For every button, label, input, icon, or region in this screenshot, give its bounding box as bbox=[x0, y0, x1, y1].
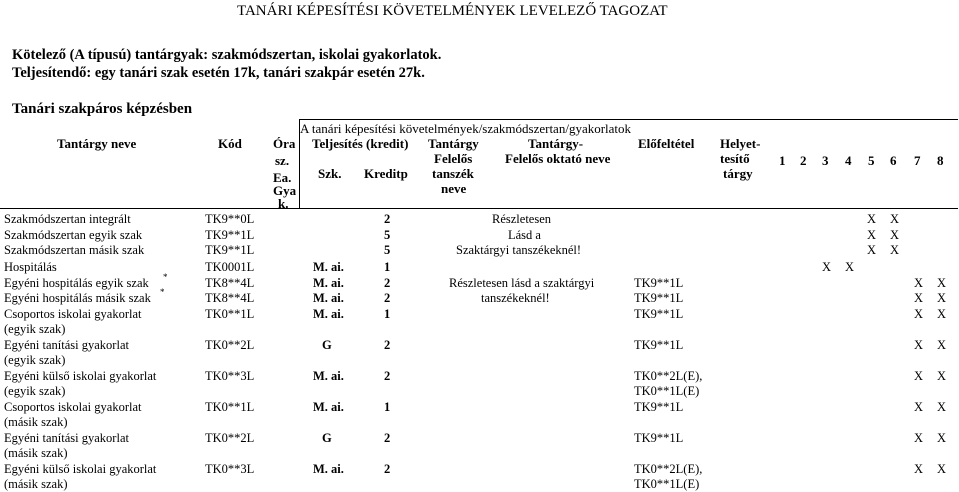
intro-line-1: Kötelező (A típusú) tantárgyak: szakmódszertan, iskolai gyakorlatok. bbox=[12, 47, 442, 63]
semester-mark: X bbox=[937, 400, 947, 414]
col-header-hours-1: Óra bbox=[273, 136, 296, 151]
header-top-rule bbox=[299, 119, 958, 120]
row-teacher-note: Szaktárgyi tanszékeknél! bbox=[456, 243, 582, 257]
semester-header-3: 3 bbox=[822, 153, 829, 168]
row-credit: 2 bbox=[384, 276, 391, 290]
row-szk: M. ai. bbox=[313, 276, 344, 290]
row-name: (másik szak) bbox=[4, 446, 68, 460]
col-header-subst-1: Helyet- bbox=[720, 136, 761, 151]
row-name: Egyéni hospitálás egyik szak bbox=[4, 276, 149, 290]
col-header-hours-2: sz. bbox=[275, 153, 290, 168]
semester-mark: X bbox=[914, 462, 924, 476]
row-credit: 2 bbox=[384, 291, 391, 305]
row-name: Egyéni hospitálás másik szak bbox=[4, 291, 151, 305]
row-name: (másik szak) bbox=[4, 477, 68, 491]
footnote-star: * bbox=[160, 287, 165, 297]
col-header-hours-3: Ea. bbox=[273, 170, 292, 185]
row-prereq: TK9**1L bbox=[634, 400, 684, 414]
col-header-hours-4: Gya bbox=[273, 183, 297, 198]
semester-mark: X bbox=[914, 307, 924, 321]
row-credit: 2 bbox=[384, 462, 391, 476]
semester-mark: X bbox=[890, 228, 900, 242]
row-code: TK0**1L bbox=[205, 307, 255, 321]
row-code: TK9**0L bbox=[205, 212, 255, 226]
row-prereq: TK0**1L(E) bbox=[634, 477, 700, 491]
col-header-name: Tantárgy neve bbox=[57, 136, 137, 151]
col-header-teacher-2: Felelős oktató neve bbox=[505, 151, 611, 166]
semester-mark: X bbox=[867, 243, 877, 257]
row-szk: G bbox=[322, 431, 332, 445]
semester-mark: X bbox=[937, 291, 947, 305]
row-name: Csoportos iskolai gyakorlat bbox=[4, 307, 142, 321]
row-prereq: TK9**1L bbox=[634, 307, 684, 321]
semester-mark: X bbox=[845, 260, 855, 274]
semester-mark: X bbox=[937, 431, 947, 445]
semester-mark: X bbox=[914, 291, 924, 305]
row-name: Szakmódszertan integrált bbox=[4, 212, 131, 226]
row-credit: 2 bbox=[384, 431, 391, 445]
row-teacher-note: Részletesen bbox=[492, 212, 552, 226]
row-credit: 2 bbox=[384, 369, 391, 383]
row-credit: 5 bbox=[384, 243, 391, 257]
col-header-subst-3: tárgy bbox=[723, 166, 753, 181]
col-header-szk: Szk. bbox=[318, 166, 342, 181]
semester-mark: X bbox=[937, 276, 947, 290]
col-header-subst-2: tesítő bbox=[720, 151, 750, 166]
semester-header-4: 4 bbox=[845, 153, 852, 168]
row-name: (másik szak) bbox=[4, 415, 68, 429]
row-code: TK0**3L bbox=[205, 369, 255, 383]
row-credit: 2 bbox=[384, 338, 391, 352]
semester-mark: X bbox=[937, 338, 947, 352]
semester-mark: X bbox=[822, 260, 832, 274]
row-prereq: TK9**1L bbox=[634, 338, 684, 352]
semester-header-5: 5 bbox=[868, 153, 875, 168]
col-header-fulfilment: Teljesítés (kredit) bbox=[312, 136, 409, 151]
semester-mark: X bbox=[914, 431, 924, 445]
row-name: (egyik szak) bbox=[4, 353, 66, 367]
semester-mark: X bbox=[937, 369, 947, 383]
row-szk: M. ai. bbox=[313, 462, 344, 476]
semester-header-6: 6 bbox=[890, 153, 897, 168]
row-name: Szakmódszertan egyik szak bbox=[4, 228, 143, 242]
col-header-prereq: Előfeltétel bbox=[638, 136, 695, 151]
row-code: TK0**3L bbox=[205, 462, 255, 476]
row-teacher-note: tanszékeknél! bbox=[481, 291, 550, 305]
page-header: TANÁRI KÉPESÍTÉSI KÖVETELMÉNYEK LEVELEZŐ TAGOZAT bbox=[237, 3, 668, 19]
row-prereq: TK0**1L(E) bbox=[634, 384, 700, 398]
row-prereq: TK9**1L bbox=[634, 276, 684, 290]
row-name: Hospitálás bbox=[4, 260, 57, 274]
semester-mark: X bbox=[914, 338, 924, 352]
row-credit: 5 bbox=[384, 228, 391, 242]
row-code: TK9**1L bbox=[205, 243, 255, 257]
col-header-dept-1: Tantárgy bbox=[428, 136, 479, 151]
row-name: Egyéni külső iskolai gyakorlat bbox=[4, 462, 157, 476]
row-name: (egyik szak) bbox=[4, 384, 66, 398]
row-name: Szakmódszertan másik szak bbox=[4, 243, 145, 257]
row-szk: M. ai. bbox=[313, 369, 344, 383]
col-header-code: Kód bbox=[218, 136, 242, 151]
col-header-dept-3: tanszék bbox=[432, 166, 474, 181]
col-header-hours-5: k. bbox=[278, 196, 289, 211]
semester-mark: X bbox=[937, 462, 947, 476]
row-szk: M. ai. bbox=[313, 291, 344, 305]
semester-mark: X bbox=[867, 212, 877, 226]
row-prereq: TK9**1L bbox=[634, 291, 684, 305]
group-header: A tanári képesítési követelmények/szakmódszertan/gyakorlatok bbox=[300, 121, 632, 136]
row-teacher-note: Részletesen lásd a szaktárgyi bbox=[449, 276, 595, 290]
semester-header-8: 8 bbox=[937, 153, 944, 168]
row-szk: M. ai. bbox=[313, 400, 344, 414]
row-code: TK8**4L bbox=[205, 276, 255, 290]
semester-mark: X bbox=[867, 228, 877, 242]
semester-header-1: 1 bbox=[779, 153, 786, 168]
semester-header-7: 7 bbox=[914, 153, 921, 168]
semester-mark: X bbox=[914, 276, 924, 290]
row-code: TK8**4L bbox=[205, 291, 255, 305]
col-header-teacher-1: Tantárgy- bbox=[528, 136, 584, 151]
footnote-star: * bbox=[163, 272, 168, 282]
row-name: Egyéni tanítási gyakorlat bbox=[4, 338, 129, 352]
semester-header-2: 2 bbox=[800, 153, 807, 168]
semester-mark: X bbox=[937, 307, 947, 321]
row-szk: G bbox=[322, 338, 332, 352]
row-credit: 2 bbox=[384, 212, 391, 226]
row-code: TK0**2L bbox=[205, 431, 255, 445]
semester-mark: X bbox=[890, 243, 900, 257]
col-header-credit: Kreditp bbox=[364, 166, 408, 181]
semester-mark: X bbox=[914, 400, 924, 414]
row-name: Egyéni külső iskolai gyakorlat bbox=[4, 369, 157, 383]
row-name: (egyik szak) bbox=[4, 322, 66, 336]
row-prereq: TK0**2L(E), bbox=[634, 369, 703, 383]
intro-line-2: Teljesítendő: egy tanári szak esetén 17k, tanári szakpár esetén 27k. bbox=[12, 65, 425, 81]
row-code: TK0**1L bbox=[205, 400, 255, 414]
header-bottom-rule bbox=[0, 208, 958, 209]
row-prereq: TK0**2L(E), bbox=[634, 462, 703, 476]
row-szk: M. ai. bbox=[313, 307, 344, 321]
row-name: Egyéni tanítási gyakorlat bbox=[4, 431, 129, 445]
row-szk: M. ai. bbox=[313, 260, 344, 274]
row-prereq: TK9**1L bbox=[634, 431, 684, 445]
row-credit: 1 bbox=[384, 400, 391, 414]
row-code: TK9**1L bbox=[205, 228, 255, 242]
row-teacher-note: Lásd a bbox=[508, 228, 541, 242]
row-code: TK0**2L bbox=[205, 338, 255, 352]
row-credit: 1 bbox=[384, 260, 391, 274]
col-header-dept-2: Felelős bbox=[434, 151, 473, 166]
semester-mark: X bbox=[914, 369, 924, 383]
col-header-dept-4: neve bbox=[441, 181, 467, 196]
section-title: Tanári szakpáros képzésben bbox=[12, 101, 193, 117]
row-name: Csoportos iskolai gyakorlat bbox=[4, 400, 142, 414]
row-code: TK0001L bbox=[205, 260, 255, 274]
row-credit: 1 bbox=[384, 307, 391, 321]
semester-mark: X bbox=[890, 212, 900, 226]
